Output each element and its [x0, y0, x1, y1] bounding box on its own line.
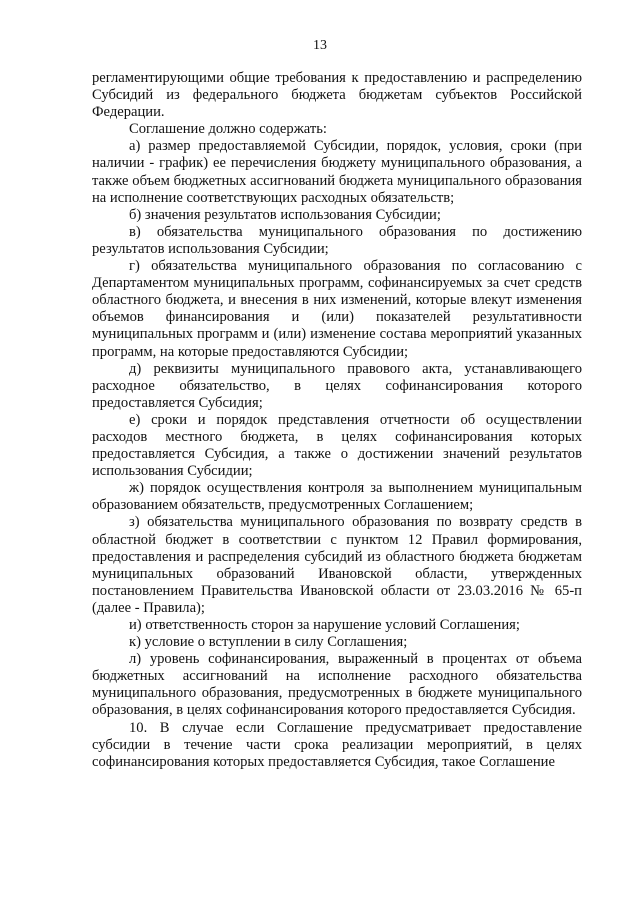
paragraph-item-l: л) уровень софинансирования, выраженный в процентах от объема бюджетных ассигнований на исполнение расходного обязательства муниципального образования, предусмотренных в бюджете муниципального образования, в целях софинансирования которого предоставляется Субсидия.	[92, 651, 582, 719]
paragraph-item-z: з) обязательства муниципального образования по возврату средств в областной бюджет в соответствии с пунктом 12 Правил формирования, предоставления и распределения субсидий из областного бюджета бюджетам муниципальных образований Ивановской области, утвержденных постановлением Правительства Ивановской области от 23.03.2016 № 65-п (далее - Правила);	[92, 514, 582, 616]
paragraph-item-g: г) обязательства муниципального образования по согласованию с Департаментом муниципальных программ, софинансируемых за счет средств областного бюджета, и внесения в них изменений, которые влекут изменения объемов финансирования и (или) показателей результативности муниципальных программ и (или) изменение состава мероприятий указанных программ, на которые предоставляются Субсидии;	[92, 258, 582, 360]
paragraph-item-k: к) условие о вступлении в силу Соглашения;	[129, 634, 408, 651]
document-body	[92, 70, 582, 771]
paragraph-item-zh: ж) порядок осуществления контроля за выполнением муниципальным образованием обязательств, предусмотренных Соглашением;	[92, 480, 582, 514]
paragraph-item-d: д) реквизиты муниципального правового акта, устанавливающего расходное обязательство, в целях софинансирования которого предоставляется Субсидия;	[92, 360, 582, 411]
paragraph-clause-10: 10. В случае если Соглашение предусматривает предоставление субсидии в течение части срока реализации мероприятий, в целях софинансирования которых предоставляется Субсидия, такое Соглашение	[92, 719, 582, 770]
paragraph-agreement-contents-heading: Соглашение должно содержать:	[129, 121, 327, 138]
paragraph-item-b: б) значения результатов использования Субсидии;	[129, 206, 441, 223]
paragraph-item-e: е) сроки и порядок представления отчетности об осуществлении расходов местного бюджета, в целях софинансирования которых предоставляется Субсидия, а также о достижении значений результатов использования Субсидии;	[92, 411, 582, 480]
paragraph-item-a: а) размер предоставляемой Субсидии, порядок, условия, сроки (при наличии - график) ее перечисления бюджету муниципального образования, а также объем бюджетных ассигнований бюджета муниципального образования на исполнение соответствующих расходных обязательств;	[92, 138, 582, 206]
paragraph-item-v: в) обязательства муниципального образования по достижению результатов использования Субсидии;	[92, 223, 582, 257]
page-number: 13	[313, 38, 327, 53]
paragraph-intro-continuation: регламентирующими общие требования к предоставлению и распределению Субсидий из федерального бюджета бюджетам субъектов Российской Федерации.	[92, 70, 582, 121]
paragraph-item-i: и) ответственность сторон за нарушение условий Соглашения;	[129, 617, 520, 633]
